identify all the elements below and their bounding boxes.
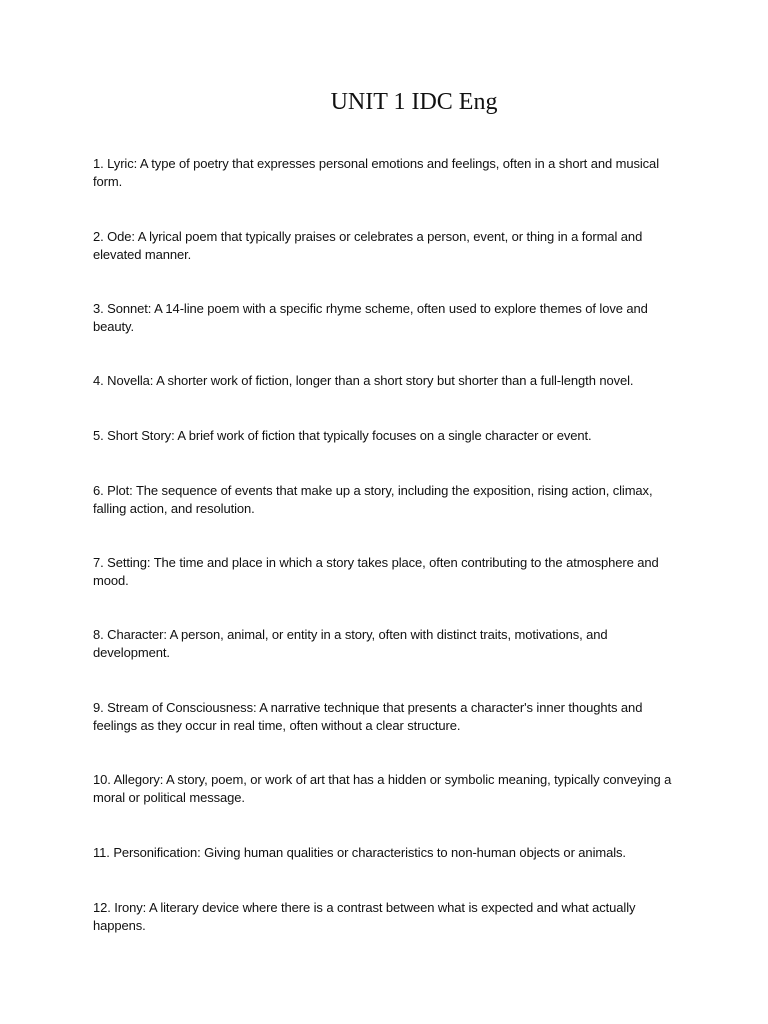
glossary-entry-novella: 4. Novella: A shorter work of fiction, longer than a short story but shorter than a full-length novel. xyxy=(93,373,634,388)
glossary-entry-stream-of-consciousness: 9. Stream of Consciousness: A narrative technique that presents a character's inner thoughts and feelings as they occur in real time, often without a clear structure. xyxy=(93,700,643,733)
page-title: UNIT 1 IDC Eng xyxy=(330,89,498,115)
glossary-entry-ode: 2. Ode: A lyrical poem that typically praises or celebrates a person, event, or thing in a formal and elevated manner. xyxy=(93,229,643,262)
glossary-entry-plot: 6. Plot: The sequence of events that make up a story, including the exposition, rising action, climax, falling action, and resolution. xyxy=(93,483,653,516)
glossary-entry-character: 8. Character: A person, animal, or entity in a story, often with distinct traits, motivations, and development. xyxy=(93,627,608,660)
glossary-entry-lyric: 1. Lyric: A type of poetry that expresses personal emotions and feelings, often in a short and musical form. xyxy=(93,156,659,189)
glossary-entry-setting: 7. Setting: The time and place in which a story takes place, often contributing to the atmosphere and mood. xyxy=(93,555,659,588)
glossary-entry-personification: 11. Personification: Giving human qualities or characteristics to non-human objects or animals. xyxy=(93,845,626,860)
glossary-entry-short-story: 5. Short Story: A brief work of fiction that typically focuses on a single character or event. xyxy=(93,428,592,443)
glossary-entry-sonnet: 3. Sonnet: A 14-line poem with a specific rhyme scheme, often used to explore themes of love and beauty. xyxy=(93,301,648,334)
glossary-entry-allegory: 10. Allegory: A story, poem, or work of art that has a hidden or symbolic meaning, typically conveying a moral or political message. xyxy=(93,772,672,805)
glossary-entry-irony: 12. Irony: A literary device where there is a contrast between what is expected and what actually happens. xyxy=(93,900,636,933)
